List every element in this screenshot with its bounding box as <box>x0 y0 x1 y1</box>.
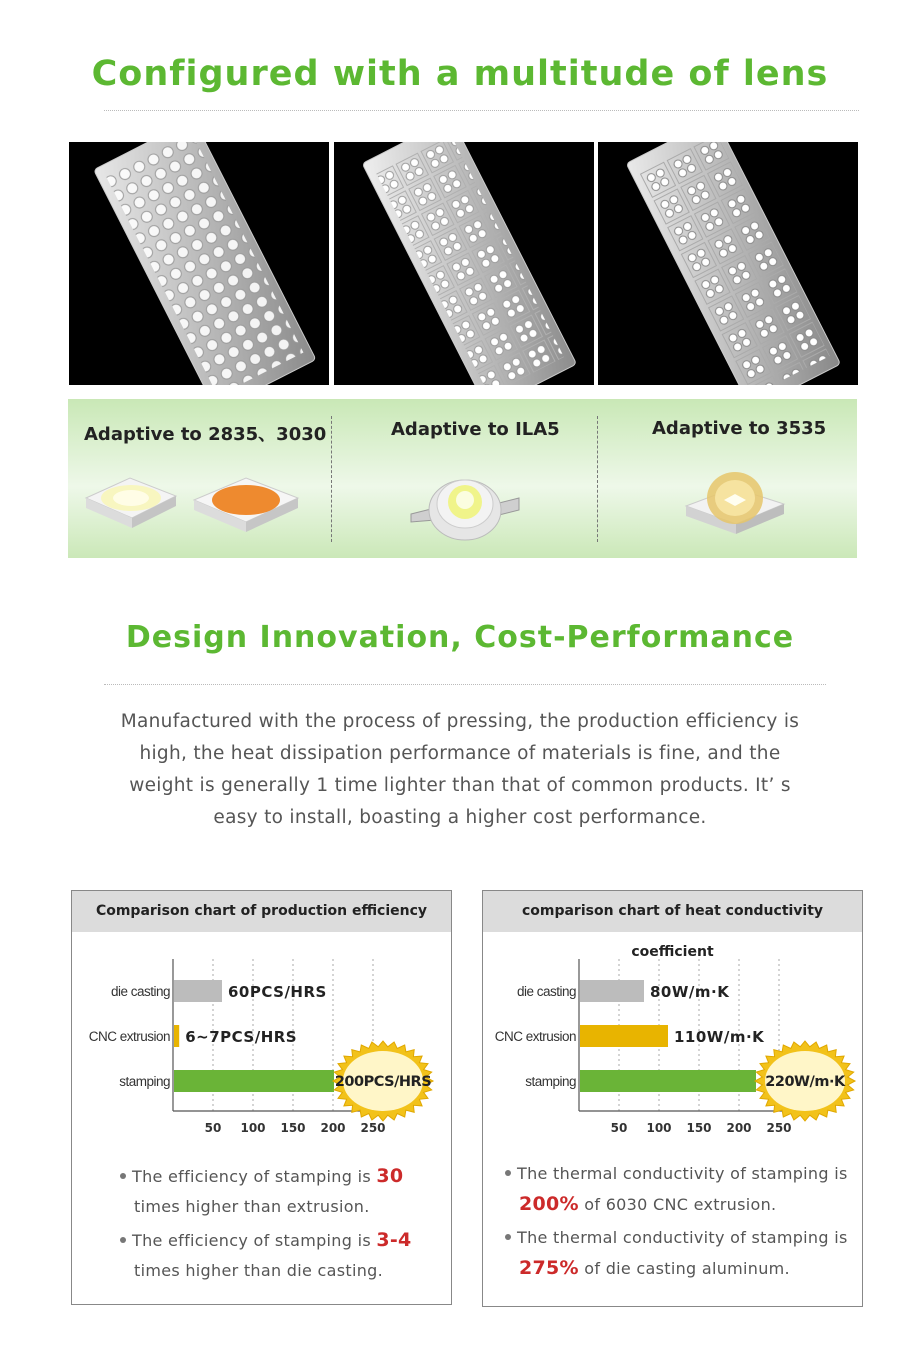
production-efficiency-chart <box>72 951 451 1141</box>
bar <box>580 1025 668 1047</box>
bullet-dot <box>120 1237 126 1243</box>
led-2835-white-image <box>80 468 180 538</box>
x-tick-label: 250 <box>766 1121 792 1135</box>
x-tick-label: 250 <box>360 1121 386 1135</box>
heat-conductivity-panel <box>482 890 863 1307</box>
production-efficiency-panel <box>71 890 452 1305</box>
panel-title: comparison chart of heat conductivity coefficient <box>483 891 862 932</box>
category-label: die casting <box>516 984 576 999</box>
description-line: easy to install, boasting a higher cost performance. <box>213 807 707 828</box>
divider <box>104 110 859 111</box>
note-text: times higher than extrusion. <box>134 1197 370 1216</box>
x-tick-label: 200 <box>726 1121 752 1135</box>
x-tick-label: 150 <box>686 1121 712 1135</box>
bar <box>174 980 222 1002</box>
x-tick-label: 200 <box>320 1121 346 1135</box>
bullet-dot <box>120 1173 126 1179</box>
note-highlight: 30 <box>376 1165 404 1187</box>
note-text: The thermal conductivity of stamping is <box>517 1228 848 1247</box>
x-tick-label: 50 <box>610 1121 628 1135</box>
x-tick-label: 100 <box>646 1121 672 1135</box>
divider <box>597 416 598 542</box>
x-tick-label: 150 <box>280 1121 306 1135</box>
divider <box>331 416 332 542</box>
note-highlight: 3-4 <box>376 1229 412 1251</box>
note-item <box>120 1161 440 1222</box>
adapt-label-2: Adaptive to ILA5 <box>391 419 560 440</box>
category-label: stamping <box>525 1074 576 1089</box>
x-tick-label: 50 <box>204 1121 222 1135</box>
note-text: of die casting aluminum. <box>578 1259 790 1278</box>
bar <box>174 1025 179 1047</box>
led-3030-orange-image <box>190 468 302 543</box>
note-text: times higher than die casting. <box>134 1261 383 1280</box>
note-item <box>505 1223 855 1284</box>
x-tick-label: 100 <box>240 1121 266 1135</box>
value-label: 60PCS/HRS <box>228 983 327 1001</box>
note-item <box>120 1225 440 1286</box>
bullet-dot <box>505 1234 511 1240</box>
lens-photo-3 <box>598 142 858 385</box>
note-text: The efficiency of stamping is <box>132 1231 377 1250</box>
description-line: weight is generally 1 time lighter than that of common products. It’ s <box>129 775 791 796</box>
value-label: 110W/m·K <box>674 1028 765 1046</box>
adapt-label-3: Adaptive to 3535 <box>652 418 827 439</box>
lens-photo-1 <box>69 142 329 385</box>
lens-photo-2 <box>334 142 594 385</box>
category-label: die casting <box>110 984 170 999</box>
bar <box>580 980 644 1002</box>
description-line: high, the heat dissipation performance of materials is fine, and the <box>139 743 781 764</box>
section2-title: Design Innovation, Cost-Performance <box>125 620 795 655</box>
value-label: 80W/m·K <box>650 983 730 1001</box>
adapt-label-1: Adaptive to 2835、3030 <box>84 424 327 445</box>
note-item <box>505 1159 855 1220</box>
category-label: CNC extrusion <box>494 1029 576 1044</box>
description-paragraph <box>100 706 820 834</box>
bar <box>580 1070 756 1092</box>
panel-title: Comparison chart of production efficiency <box>72 891 451 932</box>
bar <box>174 1070 334 1092</box>
category-label: stamping <box>119 1074 170 1089</box>
note-text: The thermal conductivity of stamping is <box>517 1164 848 1183</box>
description-line: Manufactured with the process of pressing, the production efficiency is <box>120 711 800 732</box>
value-label: 220W/m·K <box>765 1074 845 1090</box>
note-highlight: 275% <box>519 1257 579 1279</box>
value-label: 6~7PCS/HRS <box>185 1028 298 1046</box>
note-highlight: 200% <box>519 1193 579 1215</box>
heat-conductivity-chart <box>483 951 862 1141</box>
led-ila5-image <box>405 458 525 546</box>
led-3535-image <box>680 458 790 542</box>
divider <box>104 684 826 685</box>
bullet-dot <box>505 1170 511 1176</box>
value-label: 200PCS/HRS <box>334 1074 432 1090</box>
note-text: The efficiency of stamping is <box>132 1167 377 1186</box>
note-text: of 6030 CNC extrusion. <box>578 1195 777 1214</box>
section1-title: Configured with a multitude of lens <box>91 54 829 94</box>
category-label: CNC extrusion <box>88 1029 170 1044</box>
